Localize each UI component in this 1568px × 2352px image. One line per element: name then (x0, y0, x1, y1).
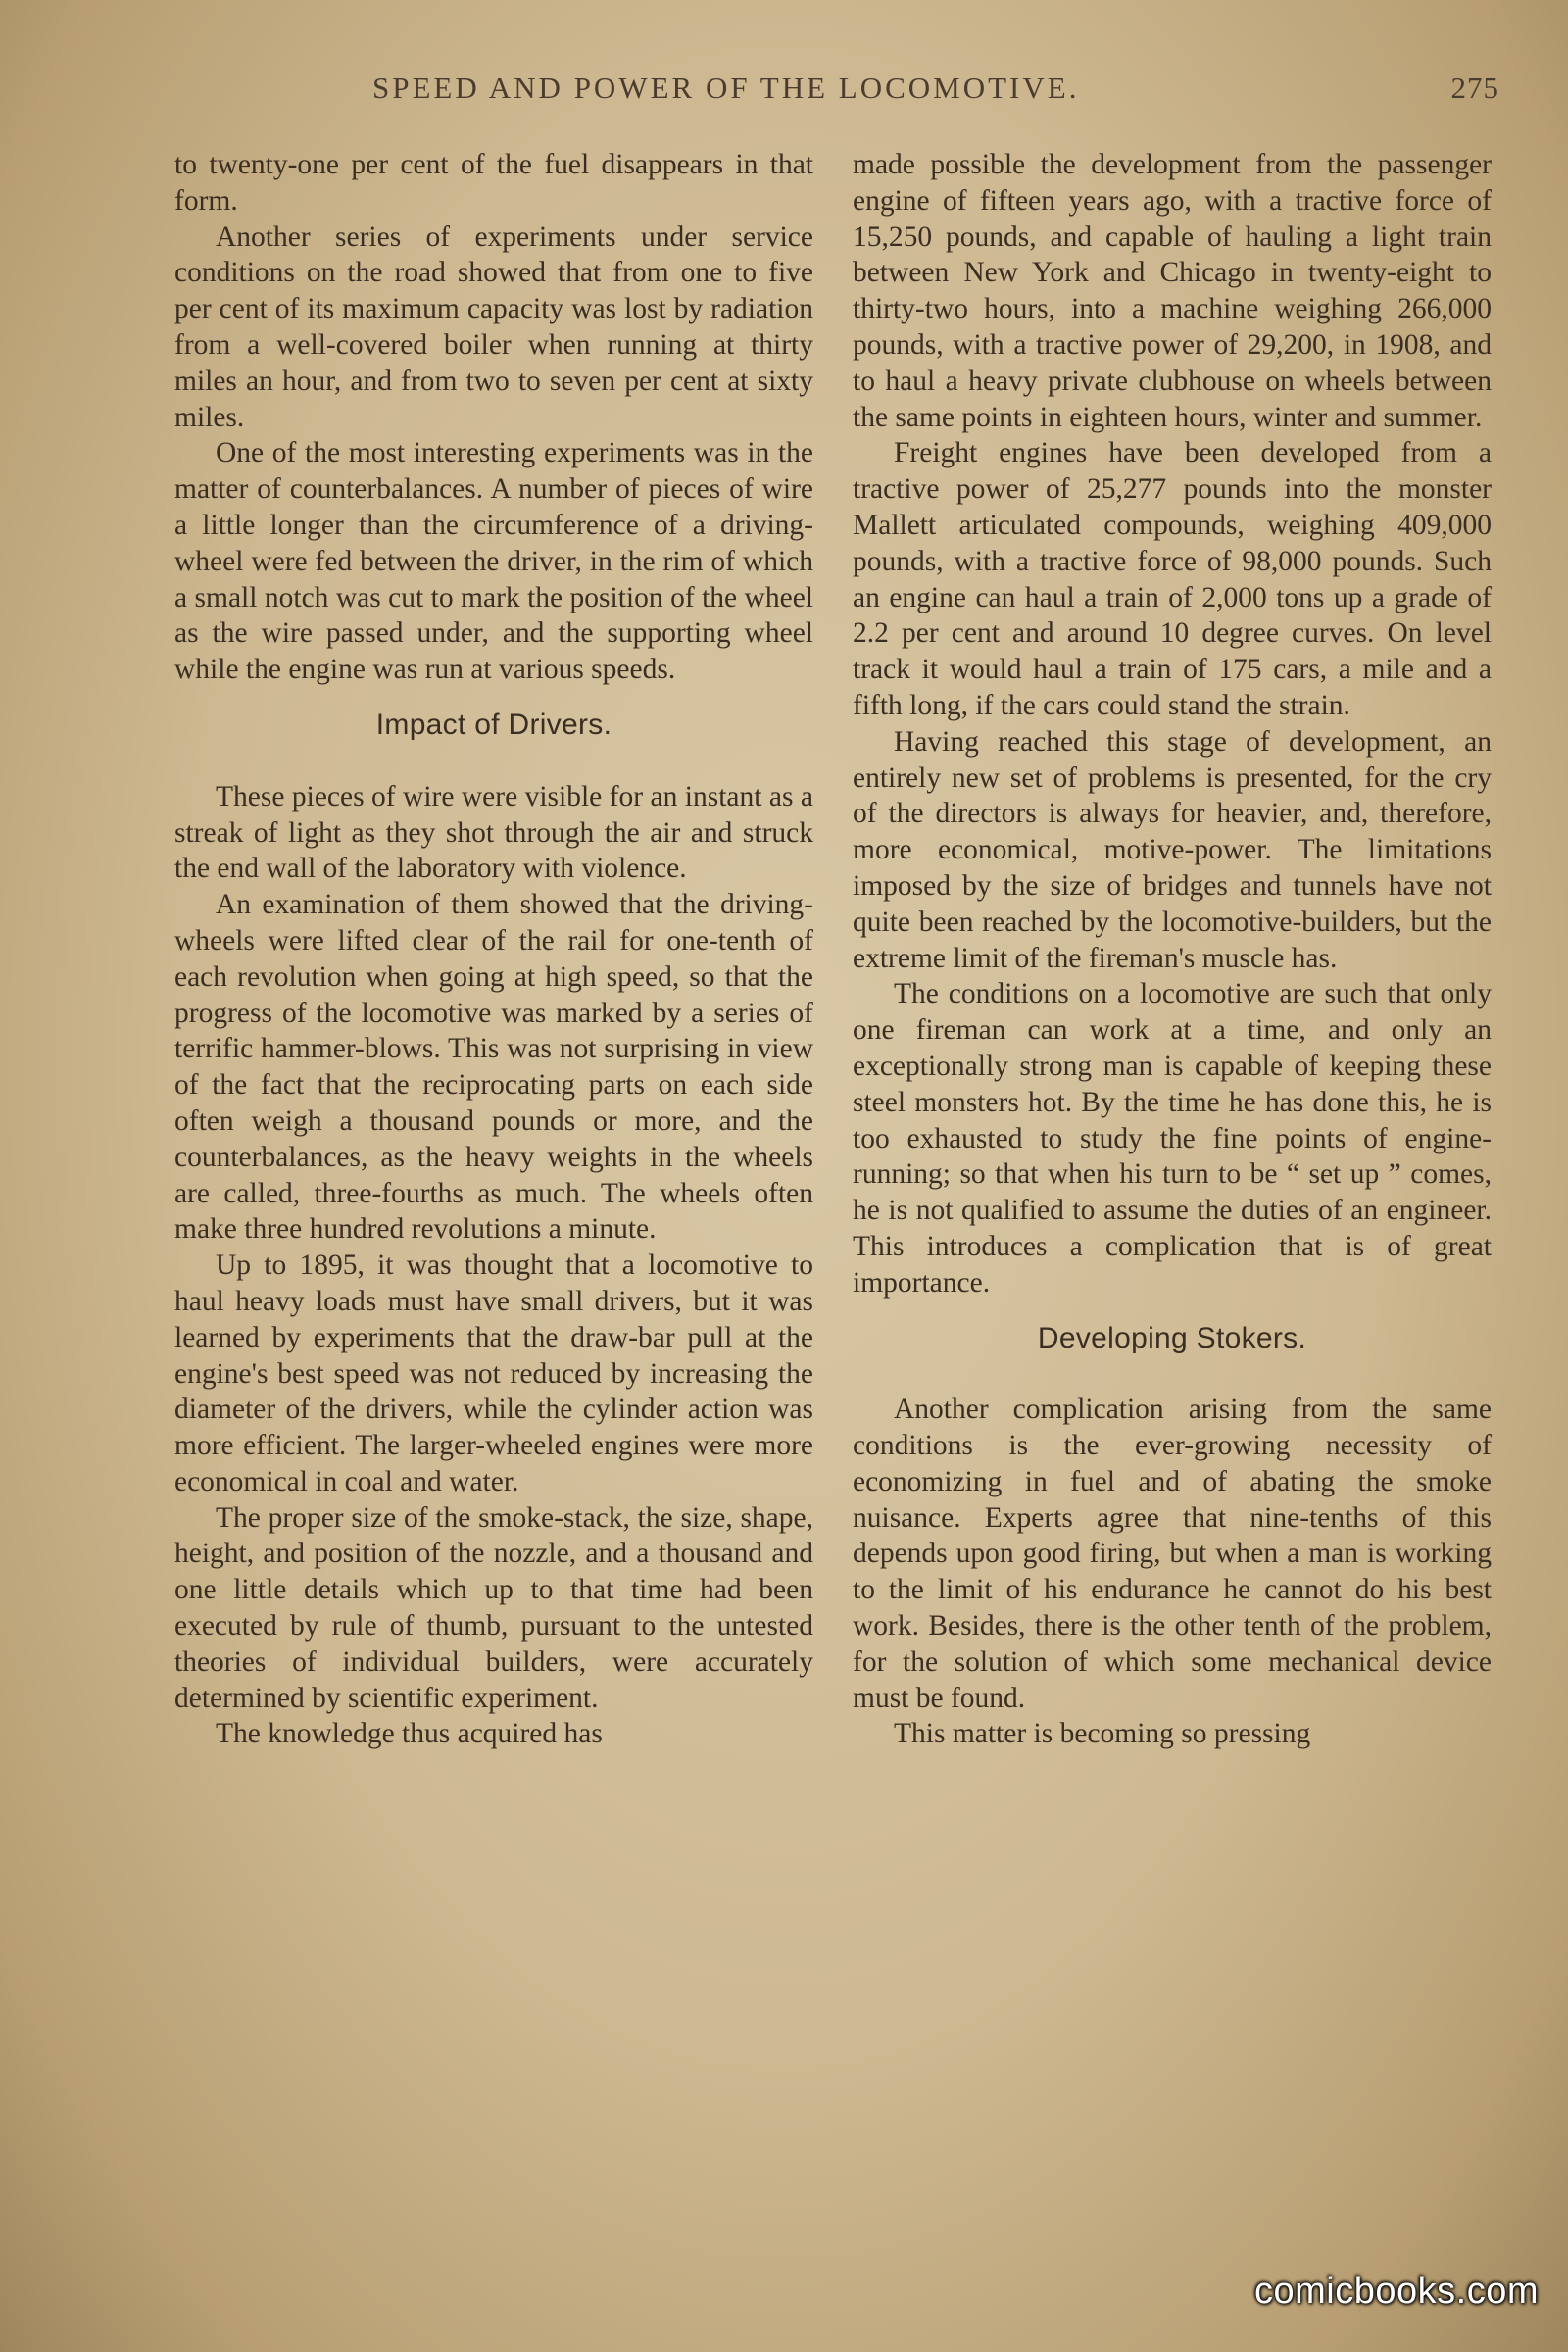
section-heading: Impact of Drivers. (375, 708, 612, 741)
paragraph: Another complication arising from the same conditions is the ever-growing necessity of economizing in fuel and of abating the smoke nuisance. Experts agree that nine-tenths of this depends upon good firing, but when a man is working to the limit of his endurance he cannot do his best work. Besides, there is the other tenth of the problem, for the solution of which some mechanical device must be found. (853, 1394, 1492, 1714)
section-heading: Developing Stokers. (1037, 1321, 1307, 1354)
paragraph: One of the most interesting experiments was in the matter of counterbalances. A number of pieces of wire a little longer than the circumference of a driving-wheel were fed between the driver, in the rim of which a small notch was cut to mark the position of the wheel as the wire passed under, and the supporting wheel while the engine was run at various speeds. (174, 437, 813, 686)
right-column (853, 147, 1492, 1752)
paragraph: The proper size of the smoke-stack, the size, shape, height, and position of the nozzle, and a thousand and one little details which up to that time had been executed by rule of thumb, pursuant to the untested theories of individual builders, were accurately determined by scientific experiment. (174, 1501, 813, 1714)
paragraph: The conditions on a locomotive are such that only one fireman can work at a time, and only an exceptionally strong man is capable of keeping these steel monsters hot. By the time he has done this, he is too exhausted to study the fine points of engine-running; so that when his turn to be “ set up ” comes, he is not qualified to assume the duties of an engineer. This introduces a complication that is of great importance. (853, 978, 1492, 1298)
paragraph: An examination of them showed that the driving-wheels were lifted clear of the rail for one-tenth of each revolution when going at high speed, so that the progress of the locomotive was marked by a series of terrific hammer-blows. This was not surprising in view of the fact that the reciprocating parts on each side often weigh a thousand pounds or more, and the counterbalances, as the heavy weights in the wheels are called, three-fourths as much. The wheels often make three hundred revolutions a minute. (174, 889, 813, 1246)
paragraph: Freight engines have been developed from a tractive power of 25,277 pounds into the monster Mallett articulated compounds, weighing 409,000 pounds, with a tractive force of 98,000 pounds. Such an engine can haul a train of 2,000 tons up a grade of 2.2 per cent and around 10 degree curves. On level track it would haul a train of 175 cars, a mile and a fifth long, if the cars could stand the strain. (853, 437, 1492, 721)
paragraph: Having reached this stage of development, an entirely new set of problems is presented, for the cry of the directors is always for heavier, and, therefore, more economical, motive-power. The limitations imposed by the size of bridges and tunnels have not quite been reached by the locomotive-builders, but the extreme limit of the fireman's muscle has. (853, 725, 1492, 974)
page-number: 275 (1450, 71, 1499, 105)
paragraph: Up to 1895, it was thought that a locomotive to haul heavy loads must have small drivers, but it was learned by experiments that the draw-bar pull at the engine's best speed was not reduced by increasing the diameter of the drivers, while the cylinder action was more efficient. The larger-wheeled engines were more economical in coal and water. (174, 1250, 813, 1497)
paragraph: The knowledge thus acquired has (216, 1718, 603, 1750)
paragraph: to twenty-one per cent of the fuel disappears in that form. (174, 149, 813, 217)
left-column (174, 147, 813, 1752)
running-title: SPEED AND POWER OF THE LOCOMOTIVE. (372, 71, 1080, 105)
paragraph: Another series of experiments under service conditions on the road showed that from one to five per cent of its maximum capacity was lost by radiation from a well-covered boiler when running at thirty miles an hour, and from two to seven per cent at sixty miles. (174, 220, 813, 433)
paragraph: made possible the development from the passenger engine of fifteen years ago, with a tractive force of 15,250 pounds, and capable of hauling a light train between New York and Chicago in twenty-eight to thirty-two hours, into a machine weighing 266,000 pounds, with a tractive power of 29,200, in 1908, and to haul a heavy private clubhouse on wheels between the same points in eighteen hours, winter and summer. (853, 149, 1492, 433)
paragraph: These pieces of wire were visible for an instant as a streak of light as they shot through the air and struck the end wall of the laboratory with violence. (174, 780, 813, 885)
paragraph: This matter is becoming so pressing (894, 1718, 1311, 1750)
site-watermark: comicbooks.com (1254, 2271, 1539, 2312)
